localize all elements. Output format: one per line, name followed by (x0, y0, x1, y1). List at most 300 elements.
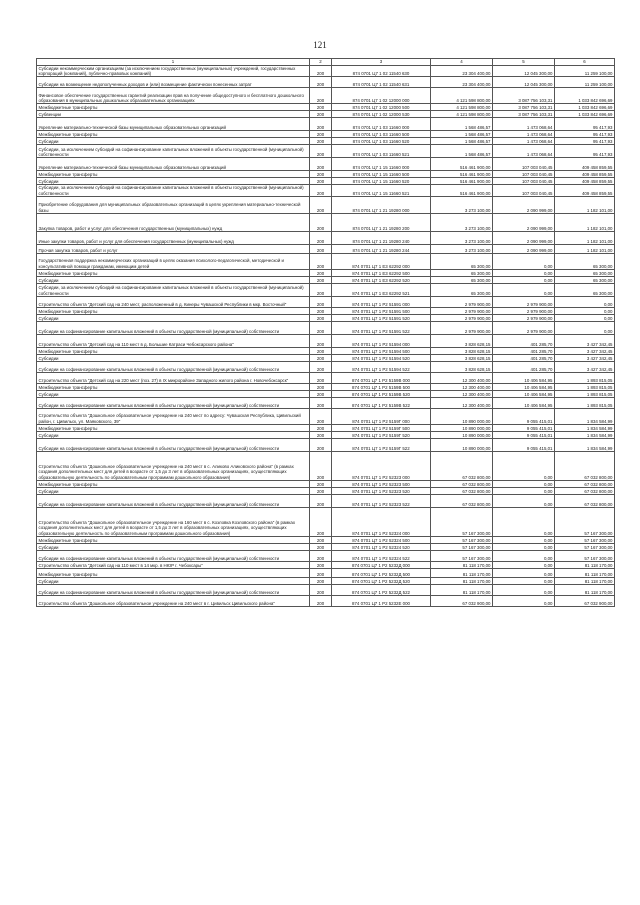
table-row (37, 307, 615, 314)
row-budget-code: 874 0701 Ц7 1 15 11660 000 (332, 158, 431, 171)
table-row (37, 276, 615, 283)
row-name: Субсидии на софинансирование капитальных вложений в объекты государственной (муниципальной) собственности (37, 494, 310, 507)
row-name: Субсидии, за исключением субсидий на софинансирование капитальных вложений в объекты государственной (муниципальной) собственности (37, 283, 310, 296)
row-admin-code: 200 (310, 185, 332, 196)
row-admin-code: 200 (310, 104, 332, 111)
table-row (37, 77, 615, 88)
row-value-col4: 67 032 800,00 (431, 487, 493, 494)
row-name: Субсидии некоммерческим организациям (за исключением государственных (муниципальных) учреждений, государственных корпораций (компаний), публично-правовых компаний) (37, 66, 310, 77)
row-value-col5: 0,00 (493, 507, 555, 536)
row-value-col6: 409 458 859,55 (555, 158, 615, 171)
row-value-col5: 2 979 900,00 (493, 314, 555, 321)
table-header-row (37, 59, 615, 66)
row-value-col4: 1 568 486,57 (431, 118, 493, 131)
row-admin-code: 200 (310, 118, 332, 131)
row-admin-code: 200 (310, 296, 332, 307)
row-admin-code: 200 (310, 408, 332, 424)
row-name: Субсидии на возмещение недополученных доходов и (или) возмещение фактически понесенных затрат (37, 77, 310, 88)
row-budget-code: 874 0701 Ц7 1 Р2 52324 500 (332, 536, 431, 543)
row-budget-code: 874 0701 Ц7 1 Р2 51594 520 (332, 354, 431, 361)
row-budget-code: 874 0701 Ц7 1 Р2 52323 520 (332, 487, 431, 494)
table-row (37, 158, 615, 171)
row-admin-code: 200 (310, 178, 332, 185)
row-name: Укрепление материально-технической базы муниципальных образовательных организаций (37, 118, 310, 131)
row-value-col6: 57 167 300,00 (555, 543, 615, 550)
row-name: Межбюджетные трансферты (37, 480, 310, 487)
row-value-col5: 401 285,70 (493, 334, 555, 347)
row-budget-code: 874 0701 Ц7 1 Е3 62292 521 (332, 283, 431, 296)
row-value-col5: 3 087 756 103,31 (493, 104, 555, 111)
row-value-col4: 57 167 300,00 (431, 550, 493, 561)
row-value-col4: 12 300 400,00 (431, 390, 493, 397)
row-budget-code: 874 0701 Ц7 1 15 11660 521 (332, 185, 431, 196)
row-value-col6: 1 893 815,05 (555, 390, 615, 397)
row-name: Приобретение оборудования для муниципальных образовательных организаций в целях укрепления материально-технической базы (37, 196, 310, 213)
row-value-col6: 3 427 342,45 (555, 334, 615, 347)
row-value-col6: 95 417,93 (555, 138, 615, 145)
row-value-col4: 1 568 486,57 (431, 138, 493, 145)
row-name: Субсидии (37, 577, 310, 584)
row-value-col5: 2 090 999,00 (493, 213, 555, 231)
row-name: Иные закупки товаров, работ и услуг для обеспечения государственных (муниципальных) нужд (37, 231, 310, 244)
row-name: Межбюджетные трансферты (37, 536, 310, 543)
table-row (37, 269, 615, 276)
row-admin-code: 200 (310, 451, 332, 480)
row-value-col4: 4 121 598 800,00 (431, 111, 493, 118)
row-admin-code: 200 (310, 480, 332, 487)
table-row (37, 321, 615, 334)
row-name: Субсидии (37, 138, 310, 145)
row-admin-code: 200 (310, 361, 332, 372)
row-budget-code: 874 0701 Ц7 1 02 11540 631 (332, 77, 431, 88)
row-admin-code: 200 (310, 550, 332, 561)
row-value-col4: 67 032 800,00 (431, 494, 493, 507)
table-row (37, 431, 615, 438)
row-name: Строительство объекта "Дошкольное образовательное учреждение на 240 мест в с. Аликово Аликовского района" (в рамках создания дополнительных мест для детей в возрасте от 1,5 до 3 лет в образовательных организациях, осуществляющих образовательную деятельность по образовательным программам дошкольного образования) (37, 451, 310, 480)
row-value-col6: 409 458 859,55 (555, 171, 615, 178)
row-value-col4: 81 118 170,00 (431, 584, 493, 595)
row-value-col5: 401 285,70 (493, 347, 555, 354)
row-name: Субсидии (37, 431, 310, 438)
row-admin-code: 200 (310, 334, 332, 347)
row-value-col6: 57 167 300,00 (555, 507, 615, 536)
row-value-col4: 12 300 400,00 (431, 372, 493, 383)
row-budget-code: 874 0701 Ц7 1 Е3 62292 000 (332, 253, 431, 269)
row-value-col6: 65 300,00 (555, 253, 615, 269)
row-value-col4: 81 118 170,00 (431, 577, 493, 584)
row-admin-code: 200 (310, 584, 332, 595)
table-row (37, 118, 615, 131)
row-value-col6: 3 427 342,45 (555, 347, 615, 354)
row-budget-code: 874 0701 Ц7 1 Р2 51591 520 (332, 314, 431, 321)
row-budget-code: 874 0701 Ц7 1 21 19280 000 (332, 196, 431, 213)
row-admin-code: 200 (310, 276, 332, 283)
row-value-col5: 0,00 (493, 577, 555, 584)
table-row (37, 178, 615, 185)
row-budget-code: 874 0701 Ц7 1 21 19280 244 (332, 244, 431, 253)
row-value-col6: 1 834 584,99 (555, 431, 615, 438)
row-name: Финансовое обеспечение государственных гарантий реализации прав на получение общедоступного и бесплатного дошкольного образования в муниципальных дошкольных образовательных организациях (37, 88, 310, 104)
row-name: Субсидии на софинансирование капитальных вложений в объекты государственной (муниципальной) собственности (37, 438, 310, 451)
row-name: Межбюджетные трансферты (37, 307, 310, 314)
table-row (37, 577, 615, 584)
row-budget-code: 874 0701 Ц7 1 Р2 5159Г 000 (332, 408, 431, 424)
row-budget-code: 874 0701 Ц7 1 Р2 52324 522 (332, 550, 431, 561)
row-admin-code: 200 (310, 111, 332, 118)
row-value-col4: 3 828 628,15 (431, 334, 493, 347)
row-budget-code: 874 0701 Ц7 1 Р2 5232Е 000 (332, 595, 431, 606)
row-admin-code: 200 (310, 507, 332, 536)
table-row (37, 438, 615, 451)
row-name: Субсидии на софинансирование капитальных вложений в объекты государственной (муниципальной) собственности (37, 321, 310, 334)
row-value-col4: 67 032 900,00 (431, 595, 493, 606)
row-admin-code: 200 (310, 253, 332, 269)
header-cell-1: 1 (37, 59, 310, 66)
row-value-col4: 3 828 628,15 (431, 361, 493, 372)
row-value-col5: 0,00 (493, 550, 555, 561)
row-value-col5: 0,00 (493, 269, 555, 276)
row-budget-code: 874 0701 Ц7 1 Р2 5159B 000 (332, 372, 431, 383)
row-name: Субсидии (37, 178, 310, 185)
row-name: Субсидии (37, 487, 310, 494)
row-value-col6: 1 182 101,00 (555, 231, 615, 244)
table-row (37, 347, 615, 354)
row-value-col4: 57 167 300,00 (431, 543, 493, 550)
row-value-col6: 65 300,00 (555, 283, 615, 296)
table-row (37, 253, 615, 269)
row-value-col6: 1 182 101,00 (555, 244, 615, 253)
row-budget-code: 874 0701 Ц7 1 Р2 5159Г 520 (332, 431, 431, 438)
row-name: Субсидии, за исключением субсидий на софинансирование капитальных вложений в объекты государственной (муниципальной) собственности (37, 185, 310, 196)
row-admin-code: 200 (310, 543, 332, 550)
header-cell-6: 6 (555, 59, 615, 66)
table-row (37, 66, 615, 77)
row-admin-code: 200 (310, 561, 332, 568)
table-row (37, 131, 615, 138)
row-value-col4: 4 121 598 800,00 (431, 88, 493, 104)
row-value-col4: 57 167 300,00 (431, 507, 493, 536)
row-admin-code: 200 (310, 431, 332, 438)
row-value-col4: 65 300,00 (431, 253, 493, 269)
row-name: Субвенции (37, 111, 310, 118)
row-admin-code: 200 (310, 171, 332, 178)
row-value-col5: 10 406 584,95 (493, 397, 555, 408)
row-name: Строительство объекта "Детский сад на 110 мест в д. Большие Катраси Чебоксарского района" (37, 334, 310, 347)
row-value-col5: 0,00 (493, 568, 555, 577)
row-value-col5: 9 055 415,01 (493, 438, 555, 451)
row-value-col6: 67 032 800,00 (555, 480, 615, 487)
row-admin-code: 200 (310, 307, 332, 314)
row-value-col4: 10 890 000,00 (431, 424, 493, 431)
row-budget-code: 874 0701 Ц7 1 Р2 5159B 520 (332, 390, 431, 397)
row-value-col6: 67 032 800,00 (555, 451, 615, 480)
row-value-col5: 9 055 415,01 (493, 431, 555, 438)
table-row (37, 361, 615, 372)
row-value-col4: 57 167 300,00 (431, 536, 493, 543)
row-budget-code: 874 0701 Ц7 1 02 12000 530 (332, 111, 431, 118)
row-budget-code: 874 0701 Ц7 1 15 11660 520 (332, 178, 431, 185)
header-cell-3: 3 (332, 59, 431, 66)
row-name: Субсидии (37, 314, 310, 321)
row-value-col4: 81 118 170,00 (431, 561, 493, 568)
row-value-col5: 0,00 (493, 451, 555, 480)
row-value-col5: 9 055 415,01 (493, 424, 555, 431)
row-budget-code: 874 0701 Ц7 1 03 11660 500 (332, 131, 431, 138)
row-value-col6: 95 417,93 (555, 118, 615, 131)
row-value-col4: 23 304 400,00 (431, 66, 493, 77)
row-value-col5: 2 090 999,00 (493, 244, 555, 253)
row-value-col5: 1 473 068,64 (493, 145, 555, 158)
row-value-col5: 401 285,70 (493, 354, 555, 361)
row-value-col5: 2 090 999,00 (493, 196, 555, 213)
table-row (37, 296, 615, 307)
row-name: Межбюджетные трансферты (37, 104, 310, 111)
row-admin-code: 200 (310, 397, 332, 408)
row-value-col4: 65 300,00 (431, 283, 493, 296)
row-value-col5: 2 979 900,00 (493, 307, 555, 314)
row-value-col6: 11 259 100,00 (555, 66, 615, 77)
row-value-col6: 1 893 815,05 (555, 397, 615, 408)
row-value-col5: 0,00 (493, 543, 555, 550)
row-budget-code: 874 0701 Ц7 1 Е3 62292 520 (332, 276, 431, 283)
row-admin-code: 200 (310, 424, 332, 431)
row-value-col6: 1 834 584,99 (555, 438, 615, 451)
row-value-col6: 81 118 170,00 (555, 584, 615, 595)
table-row (37, 145, 615, 158)
row-value-col5: 10 406 584,95 (493, 383, 555, 390)
row-value-col4: 1 568 486,57 (431, 131, 493, 138)
row-value-col6: 1 834 584,99 (555, 424, 615, 431)
row-name: Межбюджетные трансферты (37, 568, 310, 577)
table-row (37, 88, 615, 104)
header-cell-2: 2 (310, 59, 332, 66)
row-budget-code: 874 0701 Ц7 1 Р2 5159Г 522 (332, 438, 431, 451)
row-value-col6: 409 458 859,55 (555, 178, 615, 185)
row-admin-code: 200 (310, 494, 332, 507)
row-budget-code: 874 0701 Ц7 1 03 11660 520 (332, 138, 431, 145)
row-value-col5: 107 003 040,45 (493, 185, 555, 196)
row-budget-code: 874 0701 Ц7 1 Р2 5232Д 500 (332, 568, 431, 577)
row-value-col4: 3 828 628,15 (431, 347, 493, 354)
row-name: Межбюджетные трансферты (37, 171, 310, 178)
table-row (37, 111, 615, 118)
row-name: Субсидии (37, 276, 310, 283)
row-value-col4: 516 461 900,00 (431, 158, 493, 171)
row-value-col4: 23 304 400,00 (431, 77, 493, 88)
row-value-col4: 65 300,00 (431, 269, 493, 276)
row-value-col5: 3 087 756 103,31 (493, 88, 555, 104)
row-name: Межбюджетные трансферты (37, 269, 310, 276)
table-row (37, 185, 615, 196)
table-row (37, 424, 615, 431)
row-value-col4: 81 118 170,00 (431, 568, 493, 577)
row-name: Субсидии на софинансирование капитальных вложений в объекты государственной (муниципальной) собственности (37, 361, 310, 372)
row-value-col5: 401 285,70 (493, 361, 555, 372)
row-budget-code: 874 0701 Ц7 1 Р2 52323 522 (332, 494, 431, 507)
table-row (37, 568, 615, 577)
row-value-col6: 65 300,00 (555, 276, 615, 283)
row-value-col4: 3 273 100,00 (431, 244, 493, 253)
row-value-col6: 3 427 342,45 (555, 361, 615, 372)
row-value-col4: 3 273 100,00 (431, 231, 493, 244)
row-budget-code: 874 0701 Ц7 1 Р2 52323 500 (332, 480, 431, 487)
row-value-col5: 12 045 300,00 (493, 66, 555, 77)
row-value-col4: 516 461 900,00 (431, 178, 493, 185)
row-value-col5: 12 045 300,00 (493, 77, 555, 88)
row-name: Субсидии на софинансирование капитальных вложений в объекты государственной (муниципальной) собственности (37, 584, 310, 595)
page-number: 121 (313, 40, 327, 50)
row-budget-code: 874 0701 Ц7 1 21 19280 200 (332, 213, 431, 231)
row-value-col6: 11 259 100,00 (555, 77, 615, 88)
row-admin-code: 200 (310, 213, 332, 231)
row-value-col5: 0,00 (493, 276, 555, 283)
row-value-col5: 107 003 040,45 (493, 171, 555, 178)
row-admin-code: 200 (310, 354, 332, 361)
row-admin-code: 200 (310, 595, 332, 606)
table-row (37, 104, 615, 111)
row-value-col6: 67 032 800,00 (555, 494, 615, 507)
row-admin-code: 200 (310, 138, 332, 145)
row-value-col6: 81 118 170,00 (555, 577, 615, 584)
row-value-col6: 3 427 342,45 (555, 354, 615, 361)
table-row (37, 314, 615, 321)
row-name: Строительство объекта "Детский сад на 220 мест (поз. 27) в IX микрорайоне Западного жилого района г. Новочебоксарск" (37, 372, 310, 383)
row-admin-code: 200 (310, 487, 332, 494)
row-admin-code: 200 (310, 568, 332, 577)
table-row (37, 383, 615, 390)
table-row (37, 390, 615, 397)
row-value-col4: 10 890 000,00 (431, 408, 493, 424)
row-value-col4: 10 890 000,00 (431, 438, 493, 451)
table-row (37, 507, 615, 536)
row-admin-code: 200 (310, 196, 332, 213)
row-value-col6: 81 118 170,00 (555, 568, 615, 577)
row-admin-code: 200 (310, 145, 332, 158)
row-value-col5: 10 406 584,95 (493, 372, 555, 383)
row-value-col6: 95 417,93 (555, 145, 615, 158)
table-row (37, 244, 615, 253)
table-row (37, 561, 615, 568)
row-value-col4: 65 300,00 (431, 276, 493, 283)
row-value-col6: 81 118 170,00 (555, 561, 615, 568)
table-row (37, 595, 615, 606)
row-value-col6: 1 893 815,05 (555, 383, 615, 390)
table-row (37, 283, 615, 296)
row-value-col6: 0,00 (555, 314, 615, 321)
row-name: Межбюджетные трансферты (37, 347, 310, 354)
row-admin-code: 200 (310, 372, 332, 383)
row-value-col5: 0,00 (493, 494, 555, 507)
row-name: Межбюджетные трансферты (37, 131, 310, 138)
row-budget-code: 874 0701 Ц7 1 Р2 5232Д 000 (332, 561, 431, 568)
row-value-col6: 0,00 (555, 321, 615, 334)
table-row (37, 487, 615, 494)
row-admin-code: 200 (310, 314, 332, 321)
header-cell-4: 4 (431, 59, 493, 66)
row-budget-code: 874 0701 Ц7 1 Р2 51594 500 (332, 347, 431, 354)
row-budget-code: 874 0701 Ц7 1 Р2 51591 522 (332, 321, 431, 334)
row-value-col6: 57 167 300,00 (555, 550, 615, 561)
table-row (37, 171, 615, 178)
row-name: Строительство объекта "Детский сад на 110 мест в 14 мкр. в НЮР г. Чебоксары" (37, 561, 310, 568)
row-budget-code: 874 0701 Ц7 1 Р2 51591 000 (332, 296, 431, 307)
row-budget-code: 874 0701 Ц7 1 Р2 52324 000 (332, 507, 431, 536)
row-value-col6: 1 893 815,05 (555, 372, 615, 383)
row-admin-code: 200 (310, 269, 332, 276)
table-row (37, 213, 615, 231)
table-row (37, 550, 615, 561)
row-value-col6: 57 167 300,00 (555, 536, 615, 543)
table-row (37, 334, 615, 347)
row-budget-code: 874 0701 Ц7 1 02 12000 500 (332, 104, 431, 111)
budget-table (36, 58, 615, 607)
row-budget-code: 874 0701 Ц7 1 15 11660 500 (332, 171, 431, 178)
row-name: Субсидии, за исключением субсидий на софинансирование капитальных вложений в объекты государственной (муниципальной) собственности (37, 145, 310, 158)
row-admin-code: 200 (310, 66, 332, 77)
table-row (37, 494, 615, 507)
row-value-col6: 1 182 101,00 (555, 213, 615, 231)
row-value-col6: 0,00 (555, 296, 615, 307)
row-name: Укрепление материально-технической базы муниципальных образовательных организаций (37, 158, 310, 171)
row-value-col5: 1 473 068,64 (493, 131, 555, 138)
row-value-col4: 4 121 598 800,00 (431, 104, 493, 111)
table-row (37, 372, 615, 383)
row-value-col5: 1 473 068,64 (493, 118, 555, 131)
row-value-col5: 2 979 900,00 (493, 296, 555, 307)
row-value-col5: 0,00 (493, 595, 555, 606)
row-name: Государственная поддержка некоммерческих организаций в целях оказания психолого-педагогической, методической и консультативной помощи гражданам, имеющим детей (37, 253, 310, 269)
row-value-col6: 1 033 842 696,69 (555, 88, 615, 104)
row-value-col5: 107 003 040,45 (493, 178, 555, 185)
row-value-col5: 0,00 (493, 253, 555, 269)
row-name: Прочая закупка товаров, работ и услуг (37, 244, 310, 253)
row-value-col5: 1 473 068,64 (493, 138, 555, 145)
table-row (37, 536, 615, 543)
row-value-col5: 0,00 (493, 283, 555, 296)
row-value-col4: 67 032 800,00 (431, 480, 493, 487)
row-value-col4: 12 300 400,00 (431, 383, 493, 390)
row-name: Строительство объекта "Дошкольное образовательное учреждение на 160 мест в с. Козловка Козловского района" (в рамках создания дополнительных мест для детей в возрасте от 1,5 до 3 лет в образовательных организациях, осуществляющих образовательную деятельность по образовательным программам дошкольного образования) (37, 507, 310, 536)
row-name: Субсидии (37, 354, 310, 361)
row-admin-code: 200 (310, 131, 332, 138)
row-value-col4: 10 890 000,00 (431, 431, 493, 438)
table-row (37, 408, 615, 424)
row-admin-code: 200 (310, 77, 332, 88)
row-value-col6: 1 033 842 696,69 (555, 104, 615, 111)
table-row (37, 451, 615, 480)
row-budget-code: 874 0701 Ц7 1 Р2 51594 000 (332, 334, 431, 347)
row-admin-code: 200 (310, 383, 332, 390)
row-value-col6: 65 300,00 (555, 269, 615, 276)
row-admin-code: 200 (310, 88, 332, 104)
row-value-col4: 516 461 900,00 (431, 185, 493, 196)
row-admin-code: 200 (310, 438, 332, 451)
table-row (37, 138, 615, 145)
row-value-col5: 107 003 040,45 (493, 158, 555, 171)
table-row (37, 354, 615, 361)
row-value-col5: 0,00 (493, 487, 555, 494)
row-name: Субсидии на софинансирование капитальных вложений в объекты государственной (муниципальной) собственности (37, 550, 310, 561)
row-value-col4: 2 979 900,00 (431, 307, 493, 314)
row-value-col6: 1 834 584,99 (555, 408, 615, 424)
row-budget-code: 874 0701 Ц7 1 Р2 5159Г 500 (332, 424, 431, 431)
table-row (37, 196, 615, 213)
table-row (37, 480, 615, 487)
row-name: Субсидии на софинансирование капитальных вложений в объекты государственной (муниципальной) собственности (37, 397, 310, 408)
row-value-col5: 0,00 (493, 536, 555, 543)
row-budget-code: 874 0701 Ц7 1 Р2 5159B 500 (332, 383, 431, 390)
row-value-col6: 67 032 800,00 (555, 487, 615, 494)
